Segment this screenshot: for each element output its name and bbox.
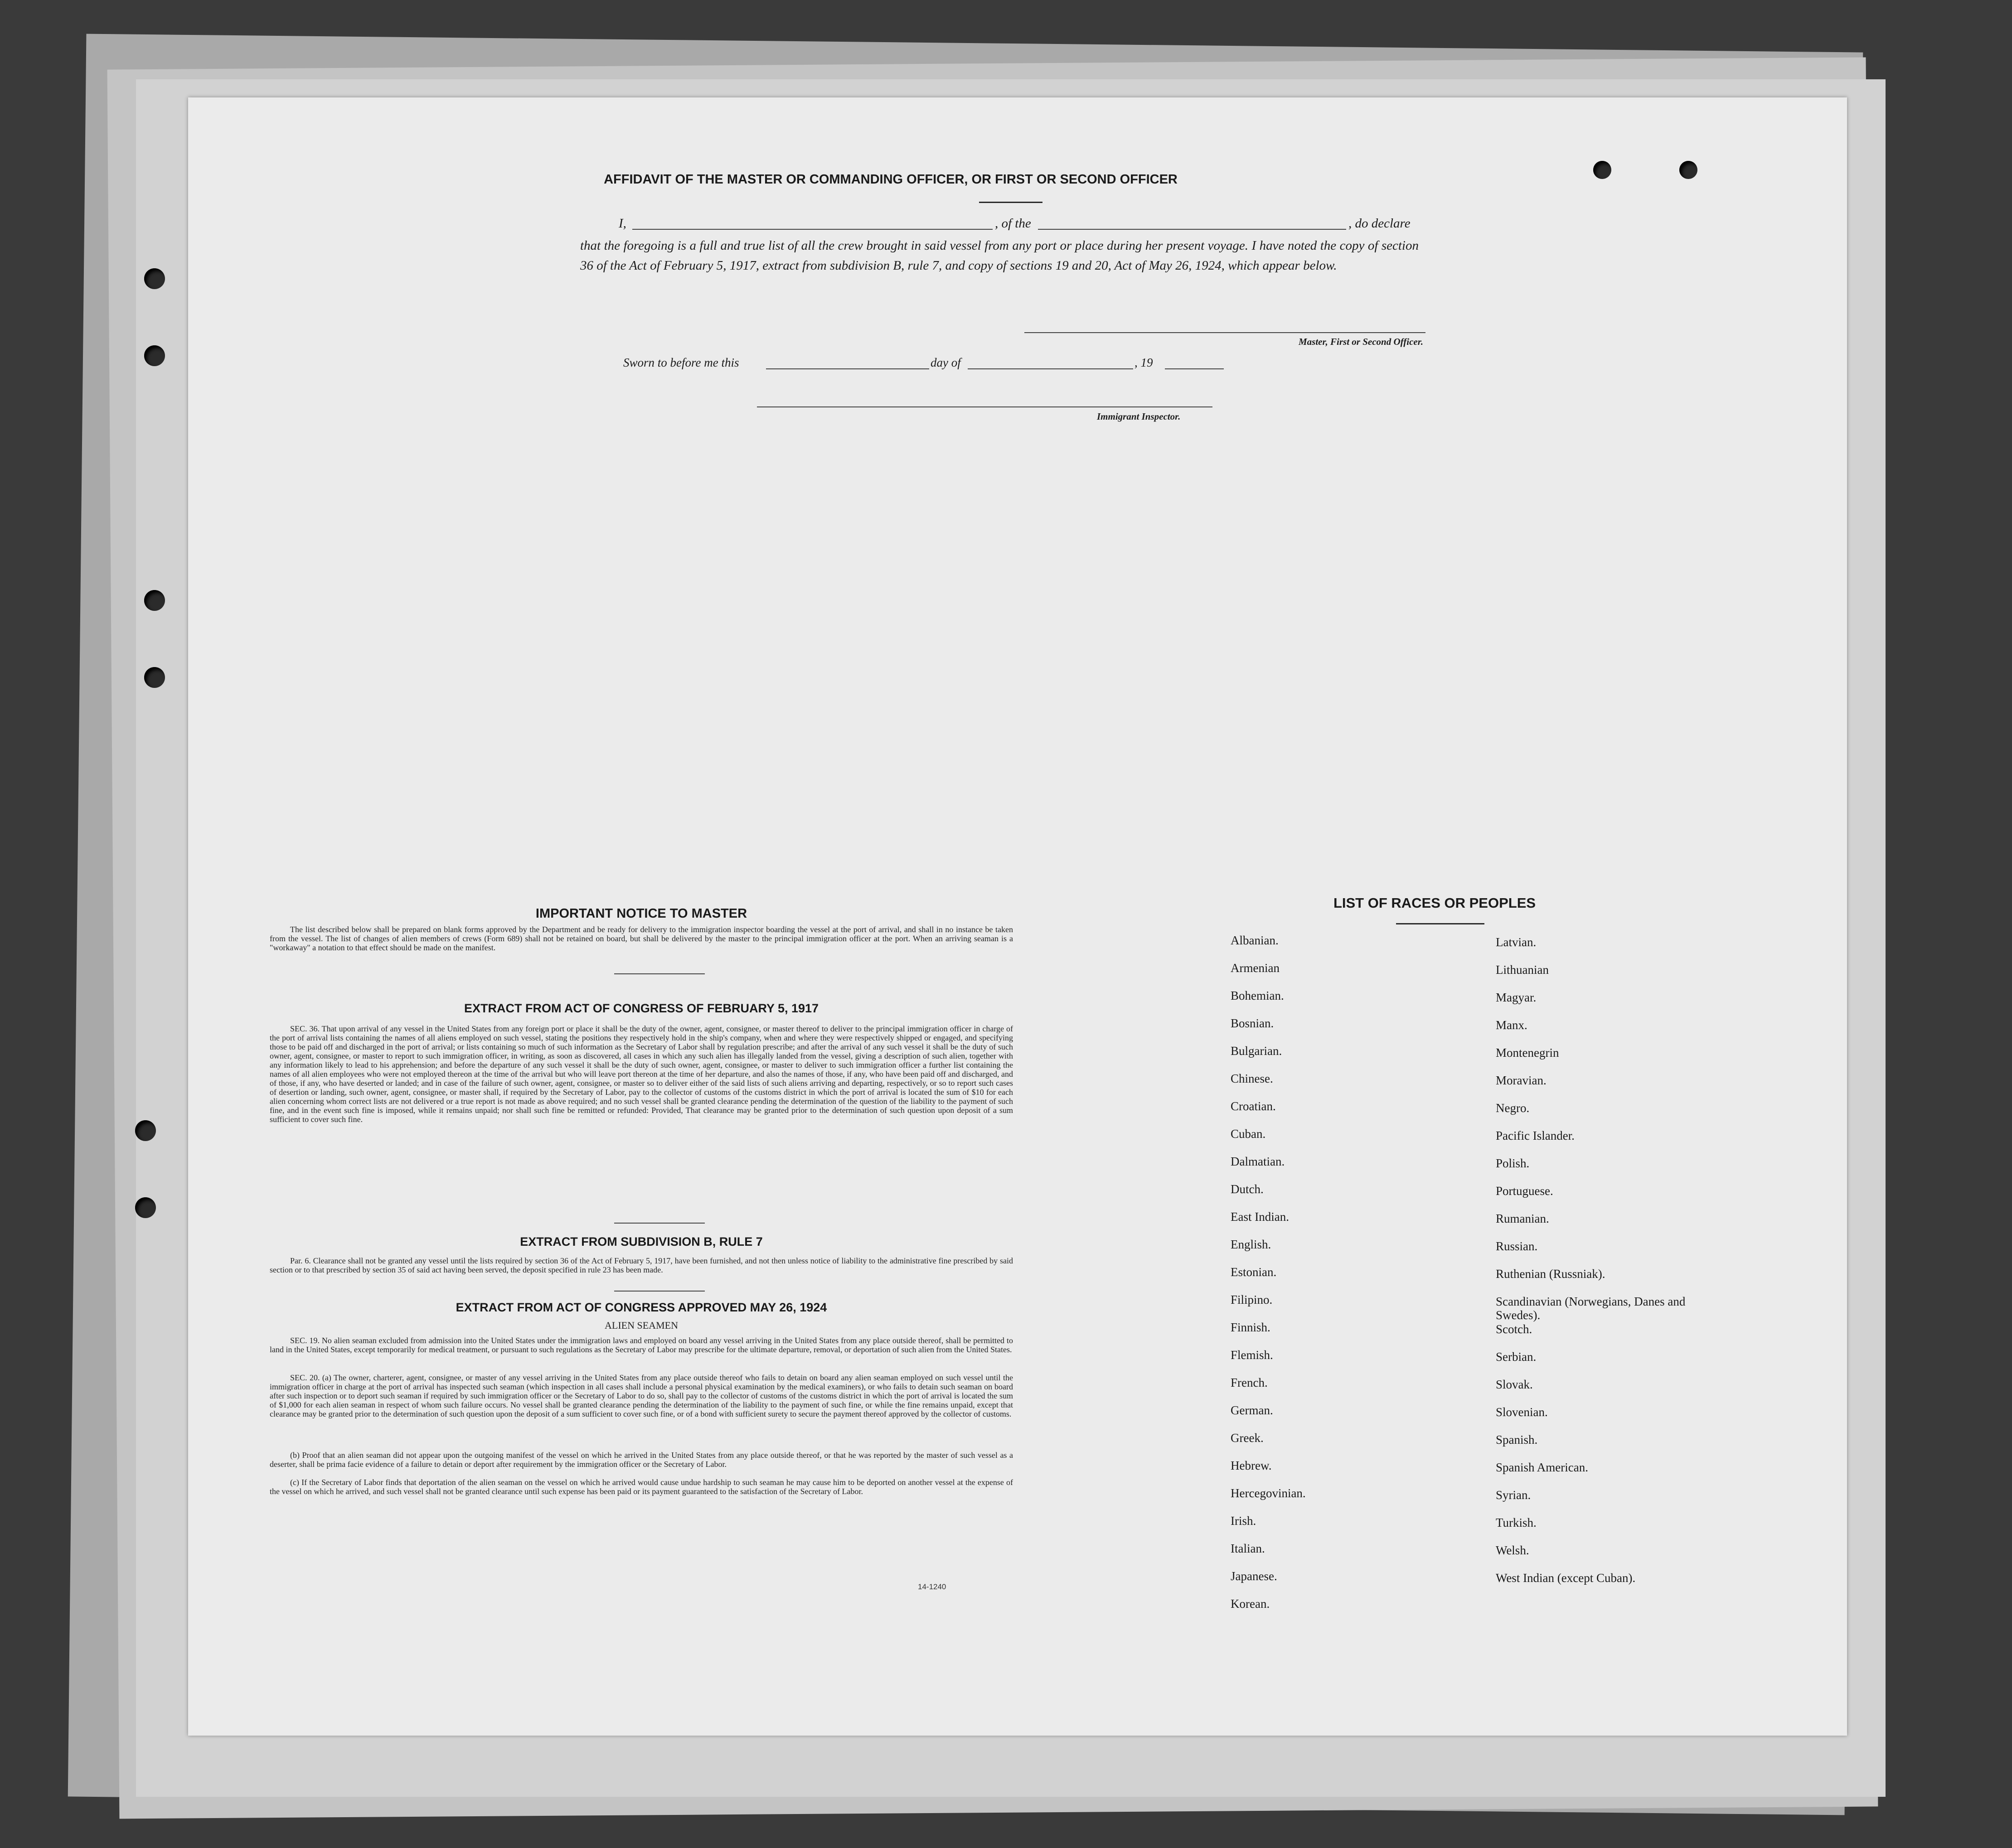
extract-1924-sec19: SEC. 19. No alien seaman excluded from admission into the United States under the immigration laws and employed on board any vessel arriving in the United States from any place outside thereof, shall be permitted to land in the United States, except temporarily for medical treatment, or pursuant to such regulations as the Secretary of Labor may prescribe for the ultimate departure, removal, or deportation of such alien from the United States. bbox=[270, 1336, 1013, 1354]
race-item: Spanish. bbox=[1496, 1433, 1538, 1446]
races-right-column bbox=[1496, 935, 1695, 1599]
notice-title: IMPORTANT NOTICE TO MASTER bbox=[535, 906, 747, 921]
divider bbox=[614, 973, 705, 974]
sworn-year-line bbox=[1165, 368, 1224, 369]
race-item: Filipino. bbox=[1231, 1293, 1273, 1306]
punch-hole bbox=[135, 1120, 156, 1141]
sworn-month-line bbox=[968, 368, 1133, 369]
race-item: Turkish. bbox=[1496, 1516, 1537, 1529]
race-item: Syrian. bbox=[1496, 1488, 1531, 1502]
race-item: Korean. bbox=[1231, 1597, 1270, 1611]
punch-hole bbox=[144, 590, 165, 611]
divider bbox=[614, 1291, 705, 1292]
day-of-label: day of bbox=[931, 356, 961, 369]
race-item: Ruthenian (Russniak). bbox=[1496, 1267, 1605, 1281]
affidavit-of-the-label: , of the bbox=[995, 216, 1031, 231]
race-item: Bulgarian. bbox=[1231, 1044, 1282, 1058]
document-page bbox=[188, 97, 1847, 1736]
extract-1917-title: EXTRACT FROM ACT OF CONGRESS OF FEBRUARY 5, 1917 bbox=[464, 1001, 819, 1015]
race-item: Finnish. bbox=[1231, 1321, 1270, 1334]
race-item: Montenegrin bbox=[1496, 1046, 1559, 1059]
punch-hole bbox=[144, 345, 165, 366]
affidavit-title: AFFIDAVIT OF THE MASTER OR COMMANDING OFFICER, OR FIRST OR SECOND OFFICER bbox=[604, 172, 1178, 187]
race-item: Estonian. bbox=[1231, 1265, 1277, 1279]
signature-line bbox=[1024, 332, 1425, 333]
races-title: LIST OF RACES OR PEOPLES bbox=[1333, 895, 1536, 911]
race-item: Dalmatian. bbox=[1231, 1155, 1285, 1168]
extract-1924-title: EXTRACT FROM ACT OF CONGRESS APPROVED MAY 26, 1924 bbox=[456, 1301, 827, 1314]
race-item: Slovenian. bbox=[1496, 1405, 1548, 1419]
race-item: Dutch. bbox=[1231, 1182, 1264, 1196]
race-item: Scandinavian (Norwegians, Danes and Swedes). bbox=[1496, 1295, 1686, 1322]
punch-hole bbox=[144, 268, 165, 289]
race-item: Spanish American. bbox=[1496, 1461, 1588, 1474]
form-number: 14-1240 bbox=[918, 1582, 946, 1591]
race-item: Moravian. bbox=[1496, 1074, 1547, 1087]
race-item: Latvian. bbox=[1496, 935, 1537, 949]
punch-hole bbox=[135, 1197, 156, 1218]
race-item: Flemish. bbox=[1231, 1348, 1273, 1362]
race-item: German. bbox=[1231, 1403, 1273, 1417]
race-item: Serbian. bbox=[1496, 1350, 1537, 1364]
race-item: Manx. bbox=[1496, 1018, 1527, 1032]
race-item: Lithuanian bbox=[1496, 963, 1549, 977]
sworn-day-line bbox=[766, 368, 929, 369]
races-left-column bbox=[1231, 934, 1421, 1625]
race-item: Polish. bbox=[1496, 1156, 1530, 1170]
race-item: Magyar. bbox=[1496, 991, 1537, 1004]
race-item: Negro. bbox=[1496, 1101, 1530, 1115]
race-item: Armenian bbox=[1231, 961, 1280, 975]
extract-1924-subtitle: ALIEN SEAMEN bbox=[605, 1320, 678, 1331]
race-item: Italian. bbox=[1231, 1542, 1265, 1555]
extract-1924-sec20b: (b) Proof that an alien seaman did not appear upon the outgoing manifest of the vessel on which he arrived in the United States from any place outside thereof, or that he was reported by the master of such vessel as a deserter, shall be prima facie evidence of a failure to detain or deport after requirement by the immigration officer or the Secretary of Labor. bbox=[270, 1451, 1013, 1469]
divider bbox=[979, 202, 1042, 203]
race-item: Japanese. bbox=[1231, 1569, 1277, 1583]
race-item: Chinese. bbox=[1231, 1072, 1273, 1085]
race-item: East Indian. bbox=[1231, 1210, 1289, 1224]
race-item: Greek. bbox=[1231, 1431, 1264, 1445]
extract-rule7-title: EXTRACT FROM SUBDIVISION B, RULE 7 bbox=[520, 1235, 763, 1248]
extract-1924-sec20a: SEC. 20. (a) The owner, charterer, agent, consignee, or master of any vessel arriving in the United States from any place outside thereof who fails to detain on board any alien seaman employed on such vessel until the immigration officer in charge at the port of arrival has inspected such seaman (which inspection in all cases shall include a personal physical examination by the medical examiners), or who fails to detain such seaman on board after such inspection or to deport such seaman if required by such immigration officer or the Secretary of Labor to do so, shall pay to the collector of customs of the customs district in which the port of arrival is located the sum of $1,000 for each alien seaman in respect of whom such failure occurs. No vessel shall be granted clearance pending the determination of the liability to the payment of such fine, or while the fine remains unpaid, except that clearance may be granted prior to the determination of such question upon the deposit of a sum sufficient to cover such fine, or of a bond with sufficient surety to secure the payment thereof approved by the collector of customs. bbox=[270, 1373, 1013, 1418]
extract-1924-sec20c: (c) If the Secretary of Labor finds that deportation of the alien seaman on the vessel on which he arrived would cause undue hardship to such seaman he may cause him to be deported on another vessel at the expense of the vessel on which he arrived, and such vessel shall not be granted clearance until such expense has been paid or its payment guaranteed to the satisfaction of the Secretary of Labor. bbox=[270, 1478, 1013, 1496]
race-item: Albanian. bbox=[1231, 934, 1279, 947]
inspector-signature-line bbox=[757, 406, 1212, 407]
race-item: Croatian. bbox=[1231, 1099, 1276, 1113]
race-item: Slovak. bbox=[1496, 1378, 1533, 1391]
race-item: French. bbox=[1231, 1376, 1268, 1389]
race-item: Russian. bbox=[1496, 1239, 1538, 1253]
affidavit-i-label: I, bbox=[619, 216, 626, 231]
master-name-line bbox=[632, 229, 993, 230]
race-item: Welsh. bbox=[1496, 1543, 1529, 1557]
race-item: Irish. bbox=[1231, 1514, 1256, 1528]
race-item: West Indian (except Cuban). bbox=[1496, 1571, 1636, 1585]
vessel-name-line bbox=[1038, 229, 1346, 230]
race-item: Hebrew. bbox=[1231, 1459, 1272, 1472]
race-item: Bohemian. bbox=[1231, 989, 1284, 1002]
affidavit-body: that the foregoing is a full and true list of all the crew brought in said vessel from any port or place during her present voyage. I have noted the copy of section 36 of the Act of February 5, 1917, extract from subdivision B, rule 7, and copy of sections 19 and 20, Act of May 26, 1924, which appear below. bbox=[580, 238, 1419, 273]
race-item: Hercegovinian. bbox=[1231, 1486, 1306, 1500]
punch-hole bbox=[1593, 161, 1611, 179]
race-item: Rumanian. bbox=[1496, 1212, 1549, 1225]
race-item: English. bbox=[1231, 1238, 1271, 1251]
punch-hole bbox=[144, 667, 165, 688]
extract-rule7-body: Par. 6. Clearance shall not be granted any vessel until the lists required by section 36 of the Act of February 5, 1917, have been furnished, and not then unless notice of liability to the administrative fine prescribed by said section or to that prescribed by section 35 of said act having been served, the deposit specified in rule 23 has been made. bbox=[270, 1256, 1013, 1274]
race-item: Portuguese. bbox=[1496, 1184, 1553, 1198]
race-item: Bosnian. bbox=[1231, 1016, 1274, 1030]
race-item: Scotch. bbox=[1496, 1322, 1532, 1336]
race-item: Cuban. bbox=[1231, 1127, 1266, 1141]
signature-caption: Master, First or Second Officer. bbox=[1299, 336, 1423, 347]
inspector-caption: Immigrant Inspector. bbox=[1097, 411, 1181, 422]
extract-1917-body: SEC. 36. That upon arrival of any vessel in the United States from any foreign port or place it shall be the duty of the owner, agent, consignee, or master thereof to deliver to the principal immigration officer in charge of the port of arrival lists containing the names of all aliens employed on such vessel, stating the positions they respectively hold in the ship's company, when and where they were respectively shipped or engaged, and specifying those to be paid off and discharged in the port of arrival; or lists containing so much of such information as the Secretary of Labor shall by regulation prescribe; and after the arrival of any such vessel it shall be the duty of such owner, agent, consignee, or master to report to such immigration officer, in writing, as soon as discovered, all cases in which any such alien has illegally landed from the vessel, giving a description of such alien, together with any information likely to lead to his apprehension; and before the departure of any such vessel it shall be the duty of such owner, agent, consignee, or master to deliver to such immigration officer a further list containing the names of all alien employees who were not employed thereon at the time of the arrival but who will leave port thereon at the time of her departure, and also the names of those, if any, who have been paid off and discharged, and of those, if any, who have deserted or landed; and in case of the failure of such owner, agent, consignee, or master so to deliver either of the said lists of such aliens arriving and departing, respectively, or so to report such cases of desertion or landing, such owner, agent, consignee, or master shall, if required by the Secretary of Labor, pay to the collector of customs of the customs district in which the port of arrival is located the sum of $10 for each alien concerning whom correct lists are not delivered or a true report is not made as above required; and no such vessel shall be granted clearance pending the determination of the question of the liability to the payment of such fine, and in the event such fine is imposed, while it remains unpaid; nor shall such fine be remitted or refunded: Provided, That clearance may be granted prior to the determination of such question upon deposit of a sum sufficient to cover such fine. bbox=[270, 1024, 1013, 1124]
divider bbox=[614, 1223, 705, 1224]
divider bbox=[1396, 923, 1484, 924]
race-item: Pacific Islander. bbox=[1496, 1129, 1575, 1142]
notice-body: The list described below shall be prepared on blank forms approved by the Department and be ready for delivery to the immigration inspector boarding the vessel at the port of arrival, and shall in no instance be taken from the vessel. The list of changes of alien members of crews (Form 689) shall not be retained on board, but shall be delivered by the master to the principal immigration officer at the port. When an arriving seaman is a "workaway" a notation to that effect should be made on the manifest. bbox=[270, 925, 1013, 952]
year-label: , 19 bbox=[1134, 356, 1153, 369]
sworn-label: Sworn to before me this bbox=[623, 356, 739, 369]
affidavit-do-declare-label: , do declare bbox=[1348, 216, 1411, 231]
punch-hole bbox=[1679, 161, 1697, 179]
